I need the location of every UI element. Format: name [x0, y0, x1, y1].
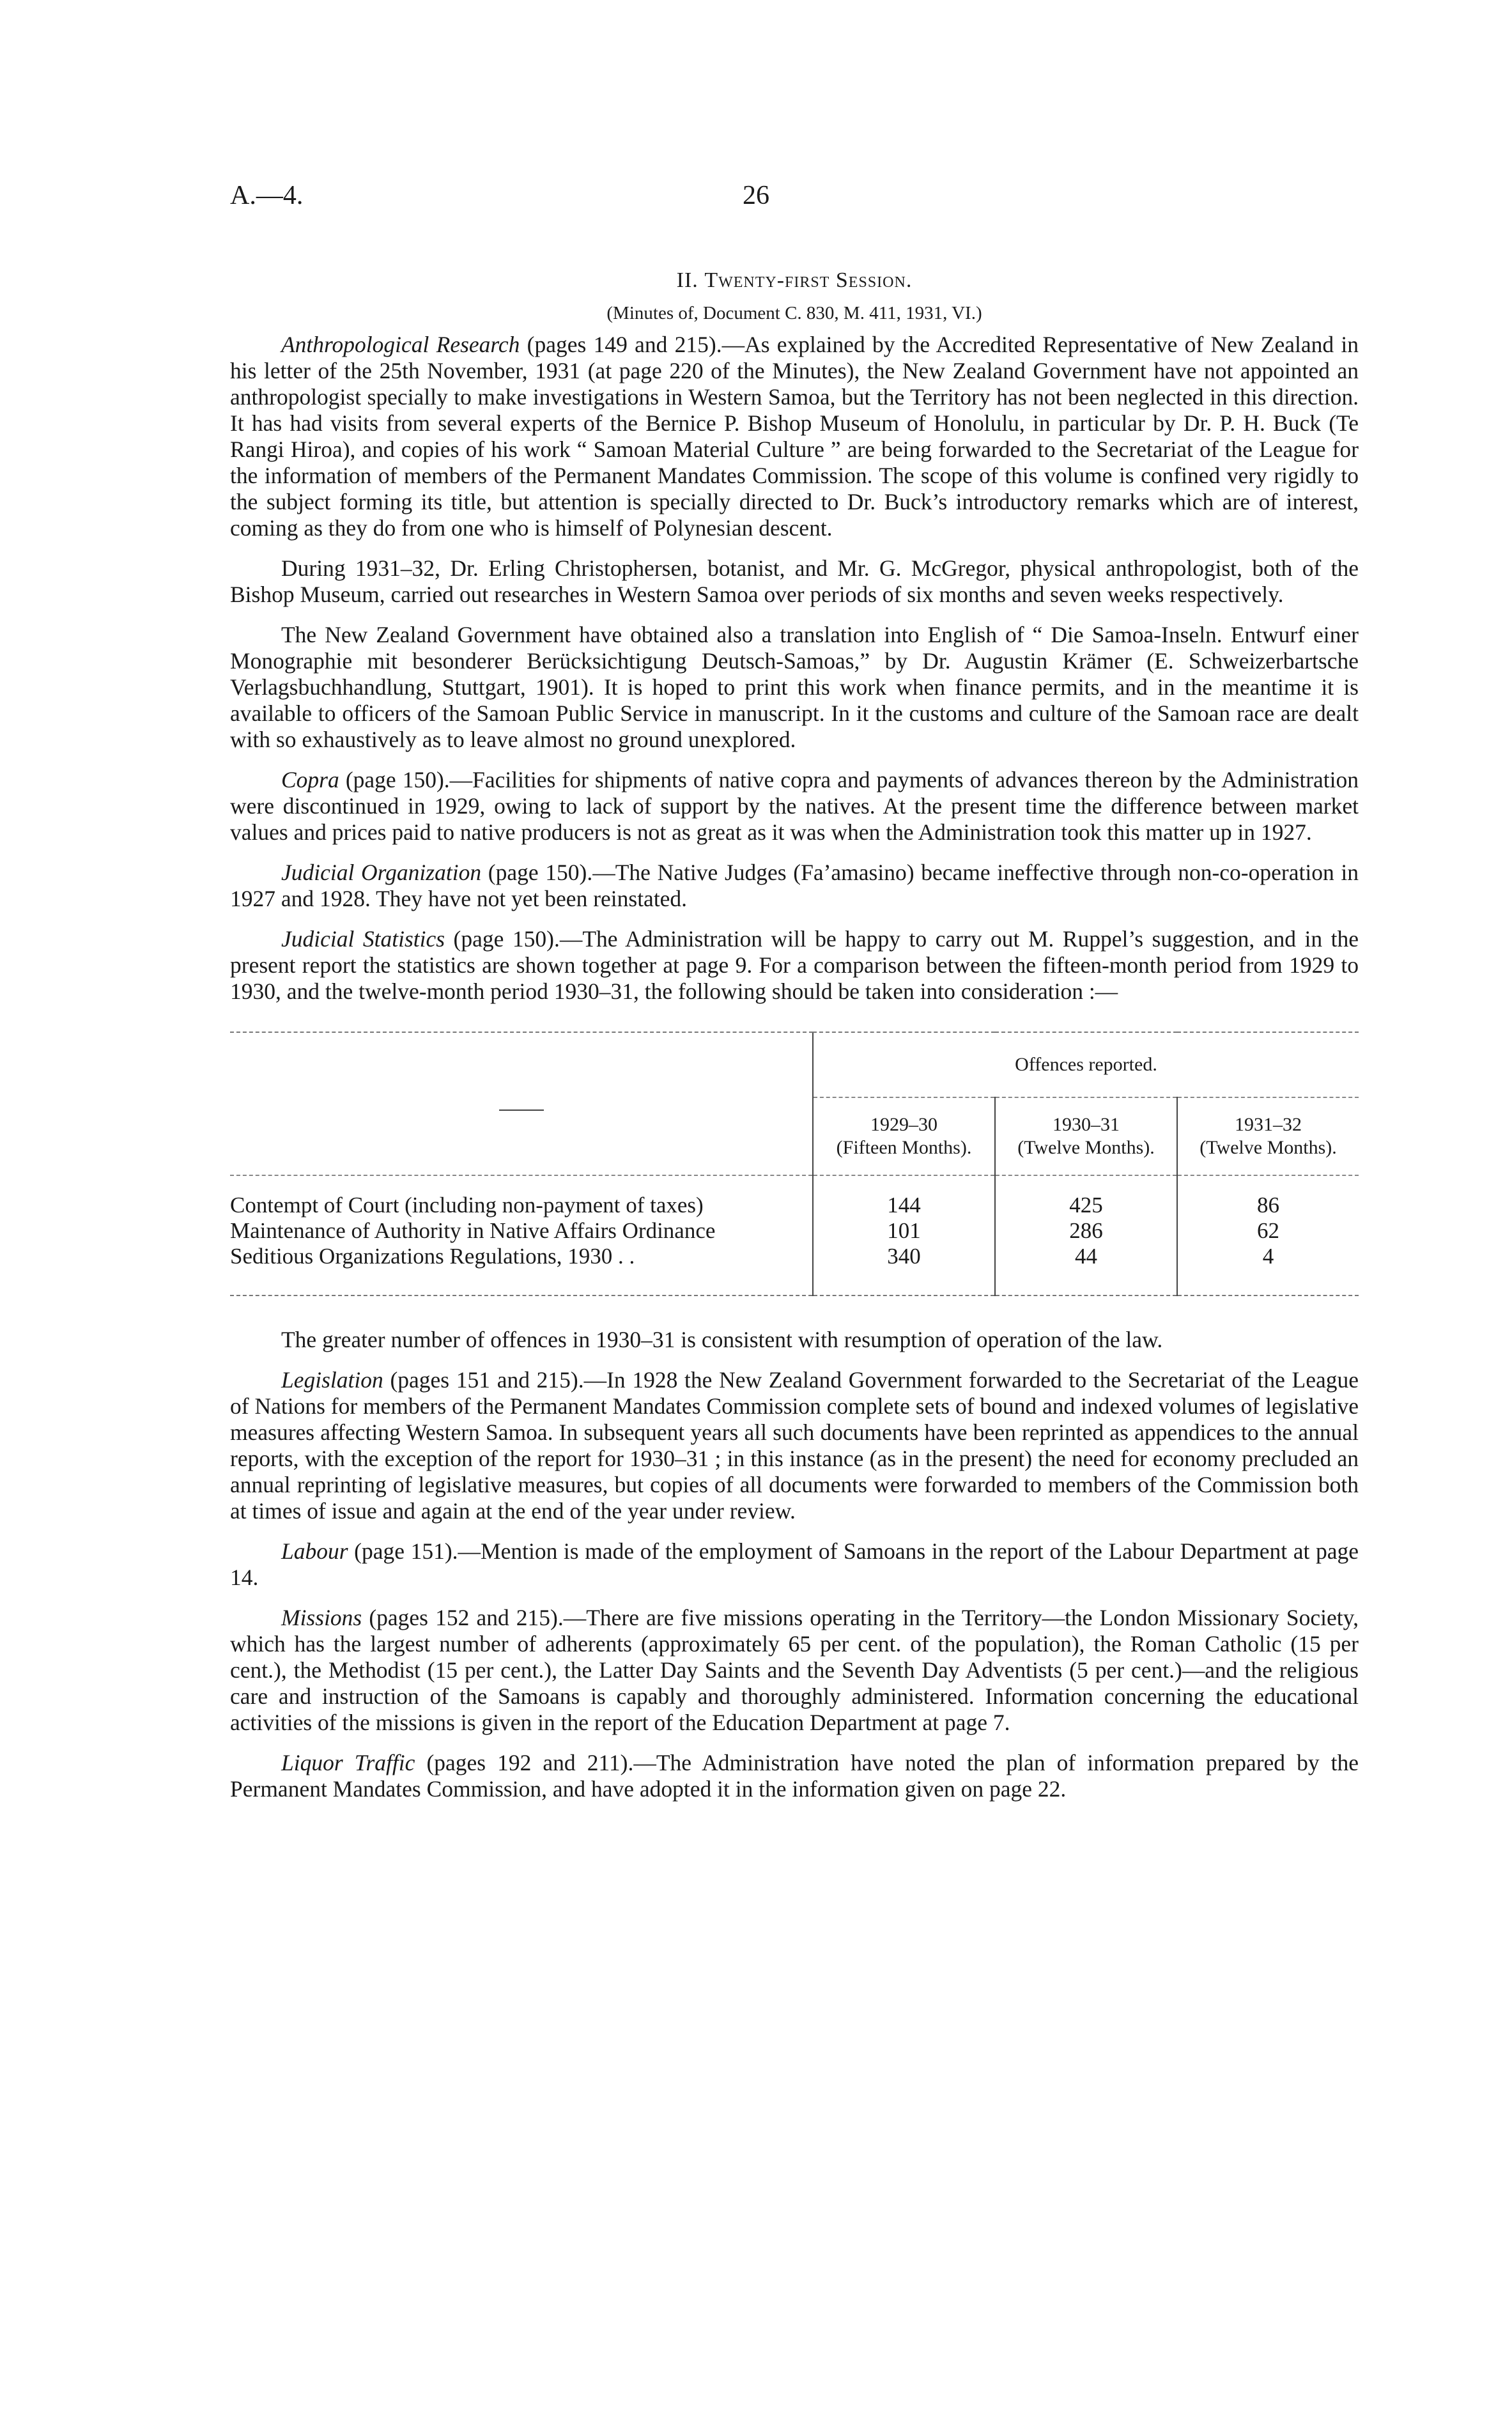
paragraph-lead: Copra: [281, 767, 339, 793]
row-value: 44: [995, 1244, 1177, 1269]
paragraph-lead: Liquor Traffic: [281, 1750, 415, 1775]
paragraph-judicial-statistics: [230, 926, 1359, 1005]
paragraph-liquor-traffic: [230, 1750, 1359, 1802]
paragraph-text: (pages 152 and 215).—There are five missions operating in the Territory—the London Missionary Society, which has the largest number of adherents (approximately 65 per cent. of the population), the Roman Catholic (15 per cent.), the Methodist (15 per cent.), the Latter Day Saints and the Seventh Day Adventists (5 per cent.)—and the religious care and instruction of the Samoans is capably and thoroughly administered. Information concerning the educational activities of the missions is given in the report of the Education Department at page 7.: [230, 1605, 1359, 1735]
row-label: Maintenance of Authority in Native Affairs Ordinance: [230, 1218, 716, 1243]
paragraph-judicial-organization: [230, 860, 1359, 912]
document-reference: A.—4.: [230, 181, 304, 210]
paragraph-lead: Anthropological Research: [281, 332, 520, 357]
paragraph-lead: Missions: [281, 1605, 362, 1630]
session-title: Twenty-first Session.: [704, 268, 913, 292]
row-value: 425: [995, 1193, 1177, 1218]
row-label: Contempt of Court (including non-payment of taxes): [230, 1193, 704, 1218]
column-note: (Twelve Months).: [1017, 1137, 1155, 1158]
page-number: 26: [743, 181, 769, 210]
paragraph-text: (page 150).—The Native Judges (Fa’amasino) became ineffective through non-co-operation in 1927 and 1928. They have not yet been reinstated.: [230, 860, 1359, 911]
paragraph-anthropological-research: [230, 332, 1359, 541]
session-heading: [230, 268, 1359, 293]
column-note: (Fifteen Months).: [836, 1137, 972, 1158]
row-value: 4: [1177, 1244, 1359, 1269]
row-value: 144: [813, 1193, 995, 1218]
row-label: Seditious Organizations Regulations, 1930 . .: [230, 1244, 635, 1269]
row-value: 62: [1177, 1218, 1359, 1244]
offences-table-wrapper: [230, 1032, 1359, 1296]
table-row: [230, 1218, 1359, 1244]
stub-dash: [499, 1110, 544, 1111]
table-row: [230, 1193, 1359, 1218]
row-value: 101: [813, 1218, 995, 1244]
running-head: [230, 180, 1282, 219]
paragraph-text: (pages 149 and 215).—As explained by the Accredited Representative of New Zealand in his letter of the 25th November, 1931 (at page 220 of the Minutes), the New Zealand Government have not appointed an anthropologist specially to make investigations in Western Samoa, but the Territory has not been neglected in this direction. It has had visits from several experts of the Bernice P. Bishop Museum of Honolulu, in particular by Dr. P. H. Buck (Te Rangi Hiroa), and copies of his work “ Samoan Material Culture ” are being forwarded to the Secretariat of the League for the information of members of the Permanent Mandates Commission. The scope of this volume is confined very rigidly to the subject forming its title, but attention is specially directed to Dr. Buck’s introductory remarks which are of interest, coming as they do from one who is himself of Polynesian descent.: [230, 332, 1359, 541]
paragraph-text: (pages 192 and 211).—The Administration have noted the plan of information prepared by the Permanent Mandates Commission, and have adopted it in the information given on page 22.: [230, 1750, 1359, 1802]
row-value: 286: [995, 1218, 1177, 1244]
column-header-1931-32: [1177, 1097, 1359, 1175]
minutes-reference: (Minutes of, Document C. 830, M. 411, 1931, VI.): [606, 303, 982, 323]
paragraph-researchers: [230, 555, 1359, 608]
paragraph-text: The New Zealand Government have obtained also a translation into English of “ Die Samoa-Inseln. Entwurf einer Monographie mit besonderer Berücksichtigung Deutsch-Samoas,” by Dr. Augustin Krämer (E. Schweizerbartsche Verlagsbuchhandlung, Stuttgart, 1901). It is hoped to print this work when finance permits, and in the meantime it is available to officers of the Samoan Public Service in manuscript. In it the customs and culture of the Samoan race are dealt with so exhaustively as to leave almost no ground unexplored.: [230, 622, 1359, 752]
paragraph-legislation: [230, 1367, 1359, 1524]
page-body: [230, 268, 1359, 1816]
column-header-1929-30: [813, 1097, 995, 1175]
stub-header: [230, 1033, 813, 1175]
paragraph-lead: Legislation: [281, 1367, 383, 1393]
paragraph-text: (pages 151 and 215).—In 1928 the New Zealand Government forwarded to the Secretariat of the League of Nations for members of the Permanent Mandates Commission complete sets of bound and indexed volumes of legislative measures affecting Western Samoa. In subsequent years all such documents have been reprinted as appendices to the annual reports, with the exception of the report for 1930–31 ; in this instance (as in the present) the need for economy precluded an annual reprinting of legislative measures, but copies of all documents were forwarded to members of the Commission both at times of issue and again at the end of the year under review.: [230, 1367, 1359, 1524]
offences-table: [230, 1032, 1359, 1296]
paragraph-text: The greater number of offences in 1930–31 is consistent with resumption of operation of the law.: [281, 1327, 1163, 1352]
paragraph-missions: [230, 1605, 1359, 1736]
paragraph-lead: Judicial Statistics: [281, 926, 445, 952]
paragraph-lead: Judicial Organization: [281, 860, 482, 885]
column-period: 1929–30: [870, 1114, 937, 1135]
column-header-1930-31: [995, 1097, 1177, 1175]
paragraph-text: (page 150).—The Administration will be happy to carry out M. Ruppel’s suggestion, and in the present report the statistics are shown together at page 9. For a comparison between the fifteen-month period from 1929 to 1930, and the twelve-month period 1930–31, the following should be taken into consideration :—: [230, 926, 1359, 1004]
session-numeral: II.: [676, 268, 698, 292]
offences-reported-header: Offences reported.: [813, 1033, 1359, 1097]
paragraph-text: (page 150).—Facilities for shipments of native copra and payments of advances thereon by the Administration were discontinued in 1929, owing to lack of support by the natives. At the present time the difference between market values and prices paid to native producers is not as great as it was when the Administration took this matter up in 1927.: [230, 767, 1359, 845]
column-period: 1931–32: [1235, 1114, 1302, 1135]
paragraph-labour: [230, 1538, 1359, 1591]
paragraph-copra: [230, 767, 1359, 846]
paragraph-text: During 1931–32, Dr. Erling Christophersen, botanist, and Mr. G. McGregor, physical anthropologist, both of the Bishop Museum, carried out researches in Western Samoa over periods of six months and seven weeks respectively.: [230, 555, 1359, 607]
column-period: 1930–31: [1053, 1114, 1120, 1135]
row-value: 86: [1177, 1193, 1359, 1218]
table-row: [230, 1244, 1359, 1269]
paragraph-lead: Labour: [281, 1538, 348, 1564]
paragraph-text: (page 151).—Mention is made of the employment of Samoans in the report of the Labour Department at page 14.: [230, 1538, 1359, 1590]
row-value: 340: [813, 1244, 995, 1269]
column-note: (Twelve Months).: [1200, 1137, 1337, 1158]
paragraph-translation: [230, 622, 1359, 753]
paragraph-offences-note: [230, 1327, 1359, 1353]
